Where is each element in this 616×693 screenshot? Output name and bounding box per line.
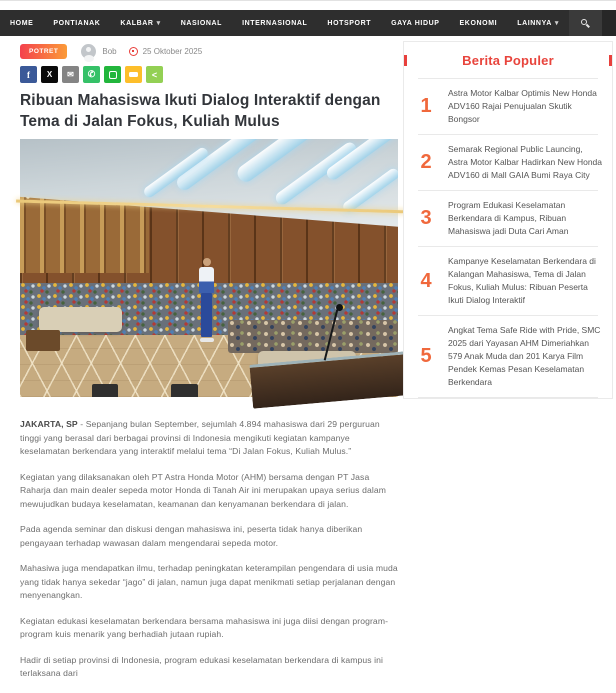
nav-item-internasional[interactable] — [232, 10, 317, 36]
paragraph — [20, 418, 398, 459]
popular-item-5[interactable] — [404, 316, 612, 397]
popular-item-title: Program Edukasi Keselamatan Berkendara di Kampus, Ribuan Mahasiswa jadi Duta Cari Aman — [448, 200, 569, 236]
nav-label: HOME — [10, 19, 34, 27]
paragraph: Kegiatan edukasi keselamatan berkendara bersama mahasiswa ini juga diisi dengan program-program kuis menarik yang berhadiah jutaan rupiah. — [20, 615, 389, 639]
article-meta — [20, 43, 398, 60]
share-buttons — [20, 66, 398, 83]
facebook-share-button[interactable] — [20, 66, 37, 83]
nav-label: KALBAR — [120, 19, 154, 27]
nav-item-gaya-hidup[interactable] — [381, 10, 449, 36]
widget-title: Berita Populer — [462, 52, 554, 68]
nav-label: NASIONAL — [180, 19, 223, 27]
whatsapp-icon: ✆ — [87, 69, 96, 79]
sms-icon — [129, 72, 138, 78]
paragraph-text: - Sepanjang bulan September, sejumlah 4.894 mahasiswa dari 29 perguruan tinggi yang berasal dari berbagai provinsi di Indonesia mengikuti kegiatan kampanye keselamatan berkendara yang interaktif melalui tema “Di Jalan Fokus, Kuliah Mulus.” — [20, 419, 380, 456]
paragraph: Mahasiwa juga mendapatkan ilmu, terhadap peningkatan keterampilan pengendara di usia muda yang tidak hanya sekedar “jago” di jalan, namun juga dapat menikmati setiap perjalanan dengan menyenangkan. — [20, 563, 398, 600]
nav-item-hotsport[interactable] — [317, 10, 381, 36]
nav-item-home[interactable] — [0, 10, 43, 36]
rank-number: 5 — [420, 345, 432, 367]
nav-item-nasional[interactable] — [171, 10, 232, 36]
search-icon — [581, 19, 590, 28]
clock-icon — [129, 47, 138, 56]
line-share-button[interactable] — [104, 66, 121, 83]
dateline: JAKARTA, SP — [20, 419, 78, 429]
widget-header — [404, 42, 612, 78]
nav-label: HOTSPORT — [327, 19, 372, 27]
nav-item-pontianak[interactable] — [43, 10, 110, 36]
popular-item-1[interactable] — [404, 79, 612, 134]
search-button[interactable] — [569, 10, 602, 36]
rank-number: 1 — [420, 95, 432, 117]
paragraph: Kegiatan yang dilaksanakan oleh PT Astra Honda Motor (AHM) bersama dengan PT Jasa Raharja dan main dealer sepeda motor Honda di Tanah Air ini merupakan upaya serius dalam mewujudkan budaya keselamatan, keamanan dan kenyamanan berkendara di jalan. — [20, 471, 386, 509]
paragraph: Pada agenda seminar dan diskusi dengan mahasiswa ini, peserta tidak hanya diberikan pengayaan terhadap wawasan dalam mengendarai sepeda motor. — [20, 524, 363, 548]
popular-news-widget — [403, 41, 613, 399]
popular-item-title: Angkat Tema Safe Ride with Pride, SMC 2025 dari Yayasan AHM Dimeriahkan 579 Anak Muda dan 201 Karya Film Pendek Kemas Pesan Keselamatan Berkendara — [448, 325, 601, 387]
stage-monitor — [171, 384, 197, 397]
rank-number: 2 — [420, 151, 432, 173]
line-icon — [109, 71, 117, 79]
paragraph: Hadir di setiap provinsi di Indonesia, program edukasi keselamatan berkendara di kampus ini terlaksana dari — [20, 654, 384, 678]
author-avatar — [81, 44, 96, 59]
x-twitter-icon: X — [46, 70, 53, 79]
nav-label: PONTIANAK — [53, 19, 101, 27]
popular-item-title: Astra Motor Kalbar Optimis New Honda ADV160 Rajai Penujualan Skutik Bongsor — [448, 88, 597, 124]
publish-date: 25 Oktober 2025 — [142, 47, 203, 56]
popular-item-title: Kampanye Keselamatan Berkendara di Kalangan Mahasiswa, Tema di Jalan Fokus, Kuliah Mulus: Ribuan Peserta Ikuti Dialog Interaktif — [448, 256, 596, 305]
nav-right-strip — [602, 10, 616, 36]
category-badge[interactable]: POTRET — [20, 44, 67, 59]
whatsapp-share-button[interactable] — [83, 66, 100, 83]
email-icon: ✉ — [67, 70, 74, 79]
article-title: Ribuan Mahasiswa Ikuti Dialog Interaktif dengan Tema di Jalan Fokus, Kuliah Mulus — [20, 92, 381, 130]
popular-item-4[interactable] — [404, 247, 612, 315]
speaker-figure — [196, 258, 218, 368]
stage-monitor — [92, 384, 118, 397]
top-navigation — [0, 10, 616, 36]
sms-share-button[interactable] — [125, 66, 142, 83]
side-table — [26, 330, 60, 351]
nav-item-kalbar[interactable] — [110, 10, 170, 36]
article-image — [20, 139, 398, 397]
nav-label: LAINNYA — [517, 19, 552, 27]
nav-item-lainnya[interactable] — [507, 10, 569, 36]
x-share-button[interactable] — [41, 66, 58, 83]
nav-label: GAYA HIDUP — [391, 19, 440, 27]
rank-number: 4 — [420, 269, 432, 292]
microphone-icon — [336, 304, 343, 311]
article-body — [20, 418, 398, 681]
chevron-down-icon: ▾ — [156, 20, 161, 27]
divider — [418, 397, 598, 398]
sofa-left — [39, 307, 122, 333]
nav-label: EKONOMI — [459, 19, 498, 27]
popular-item-title: Semarak Regional Public Launcing, Astra Motor Kalbar Hadirkan New Honda ADV160 di Mall GAIA Bumi Raya City — [448, 144, 603, 180]
rank-number: 3 — [420, 207, 432, 229]
article-column — [20, 43, 398, 693]
email-share-button[interactable] — [62, 66, 79, 83]
author-name: Bob — [102, 47, 117, 56]
popular-item-3[interactable] — [404, 191, 612, 246]
sidebar — [403, 41, 613, 399]
audience-foreground-right — [228, 320, 398, 354]
share-more-icon: < — [151, 69, 158, 80]
nav-label: INTERNASIONAL — [242, 19, 308, 27]
popular-item-2[interactable] — [404, 135, 612, 190]
facebook-icon: f — [27, 69, 30, 80]
accent-bar-icon — [609, 55, 612, 66]
accent-bar-icon — [404, 55, 407, 66]
nav-item-ekonomi[interactable] — [450, 10, 508, 36]
chevron-down-icon: ▾ — [554, 20, 559, 27]
more-share-button[interactable] — [146, 66, 163, 83]
